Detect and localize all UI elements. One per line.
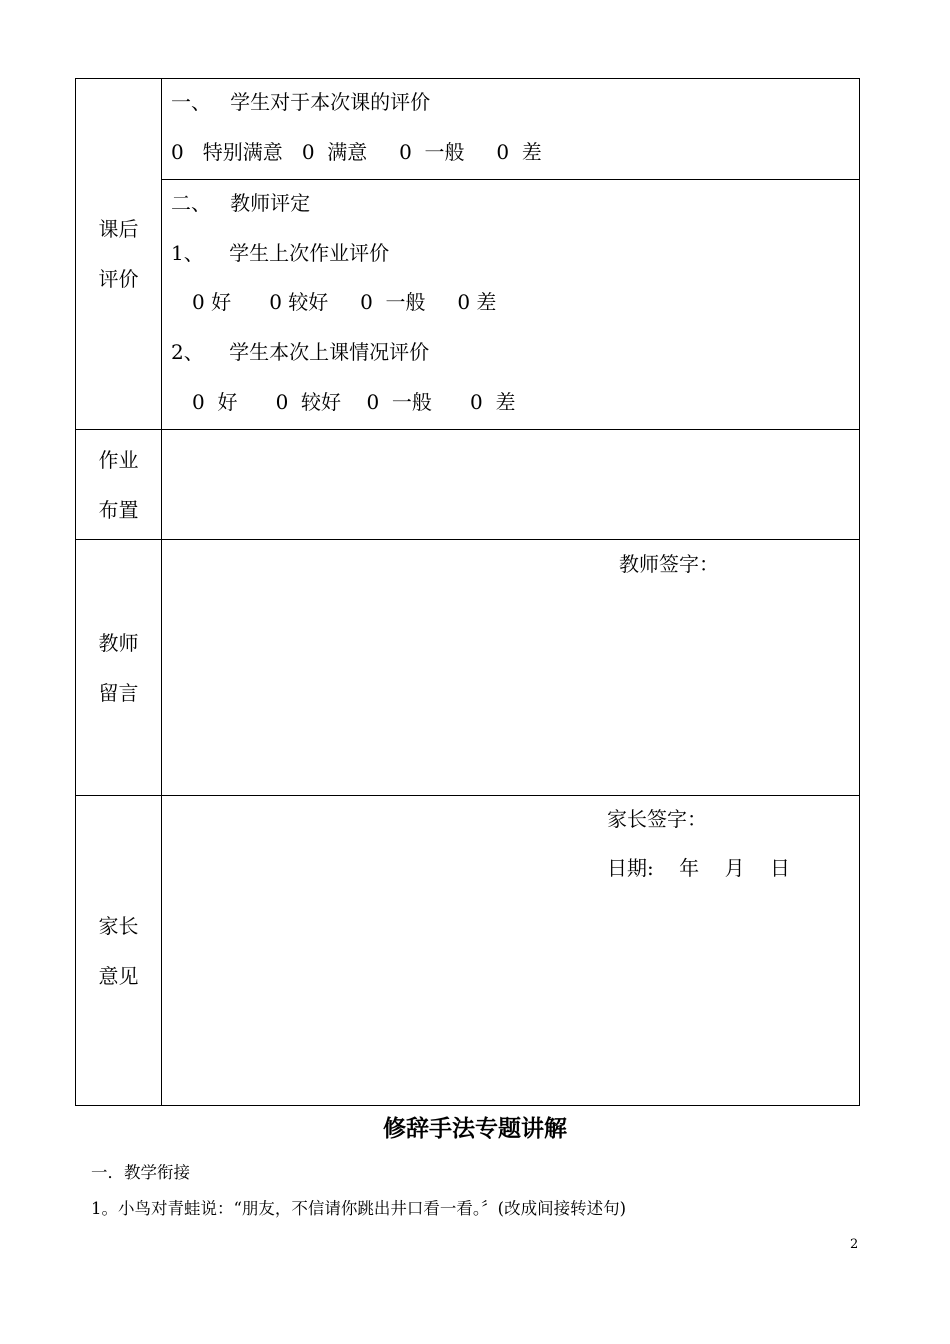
teacher-message-label-line2: 留言 [98,680,139,705]
parent-opinion-label-line1: 家长 [98,913,139,938]
parent-opinion-label [76,796,162,1106]
homework-cell [162,430,860,540]
student-eval-cell [162,79,860,180]
post-class-eval-label-line1: 课后 [98,217,139,241]
teacher-signature-label: 教师签字： [619,552,719,576]
student-eval-heading: 一、 学生对于本次课的评价 [171,90,431,114]
class-performance-eval-label: 2、 学生本次上课情况评价 [171,340,430,364]
post-class-eval-label [76,79,162,430]
homework-label-line1: 作业 [98,447,139,472]
subsection-heading: 一．教学衔接 [91,1163,190,1182]
homework-label [76,430,162,540]
class-performance-eval-options: 0 好 0 较好 0 一般 0 差 [192,390,516,414]
post-class-eval-label-line2: 评价 [98,267,139,291]
parent-opinion-label-line2: 意见 [98,963,139,988]
section-title: 修辞手法专题讲解 [383,1116,567,1142]
last-homework-eval-label: 1、 学生上次作业评价 [171,241,390,265]
teacher-eval-heading: 二、 教师评定 [171,191,311,215]
teacher-message-cell [162,540,860,796]
student-eval-options: 0 特别满意 0 满意 0 一般 0 差 [171,140,542,164]
teacher-eval-cell [162,180,860,430]
teacher-message-label [76,540,162,796]
page-number: 2 [850,1237,859,1252]
parent-opinion-cell [162,796,860,1106]
exercise-1: 1。小鸟对青蛙说：“朋友，不信请你跳出井口看一看。〞(改成间接转述句) [91,1199,627,1218]
evaluation-form-table [75,78,860,1106]
date-label: 日期: 年 月 日 [607,856,791,880]
parent-signature-label: 家长签字： [607,807,707,831]
homework-label-line2: 布置 [98,497,139,522]
teacher-message-label-line1: 教师 [98,630,139,655]
last-homework-eval-options: 0 好 0 较好 0 一般 0 差 [192,290,497,314]
